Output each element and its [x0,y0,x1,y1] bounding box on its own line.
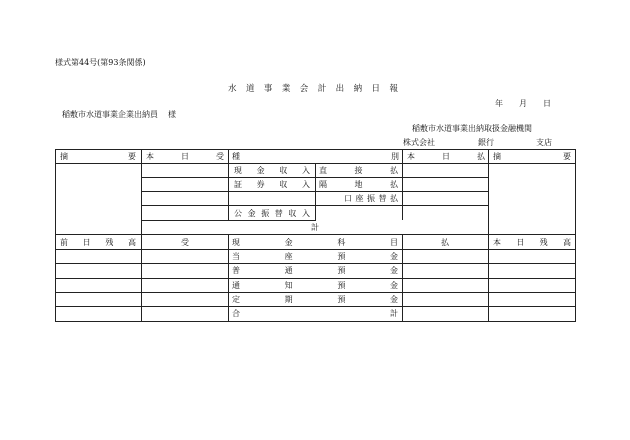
header-right-summary: 摘 要 [493,152,571,161]
header-received-today: 本 日 受 [146,152,224,161]
receipt-type-transfer: 公 金 振 替 収 入 [234,209,310,218]
addressee-honorific: 様 [168,110,176,119]
institution-company: 株式会社 [403,138,435,147]
account-fixed: 定 期 預 金 [232,295,398,304]
header-left-summary: 摘 要 [60,152,136,161]
payment-type-account-transfer: 口 座 振 替 払 [344,194,398,203]
header-paid-today: 本 日 払 [407,152,485,161]
header-prev-balance: 前 日 残 高 [60,238,136,247]
date-year: 年 [495,99,503,108]
date-day: 日 [543,99,551,108]
account-notice: 通 知 預 金 [232,281,398,290]
institution-name: 稲敷市水道事業出納取扱金融機関 [412,124,532,133]
institution-branch: 支店 [536,138,552,147]
table2-grand-total: 合 計 [232,309,398,318]
payment-type-direct: 直 接 払 [319,166,398,175]
header-received: 受 [181,238,189,247]
header-cash-subject: 現 金 科 目 [232,238,398,247]
header-type: 種 [232,152,240,161]
date-month: 月 [519,99,527,108]
header-paid: 払 [441,238,449,247]
document-title: 水 道 事 業 会 計 出 納 日 報 [228,84,398,94]
institution-bank: 銀行 [478,138,494,147]
form-number: 様式第44号(第93条関係) [55,58,146,67]
table1-total-label: 計 [311,223,319,232]
account-current: 当 座 預 金 [232,252,398,261]
payment-type-remote: 隔 地 払 [319,180,398,189]
header-today-balance: 本 日 残 高 [493,238,571,247]
header-type-tail: 別 [391,152,399,161]
receipt-type-securities: 証 券 収 入 [234,180,310,189]
addressee-name: 稲敷市水道事業企業出納員 [62,110,158,119]
receipt-type-cash: 現 金 収 入 [234,166,310,175]
account-ordinary: 普 通 預 金 [232,266,398,275]
